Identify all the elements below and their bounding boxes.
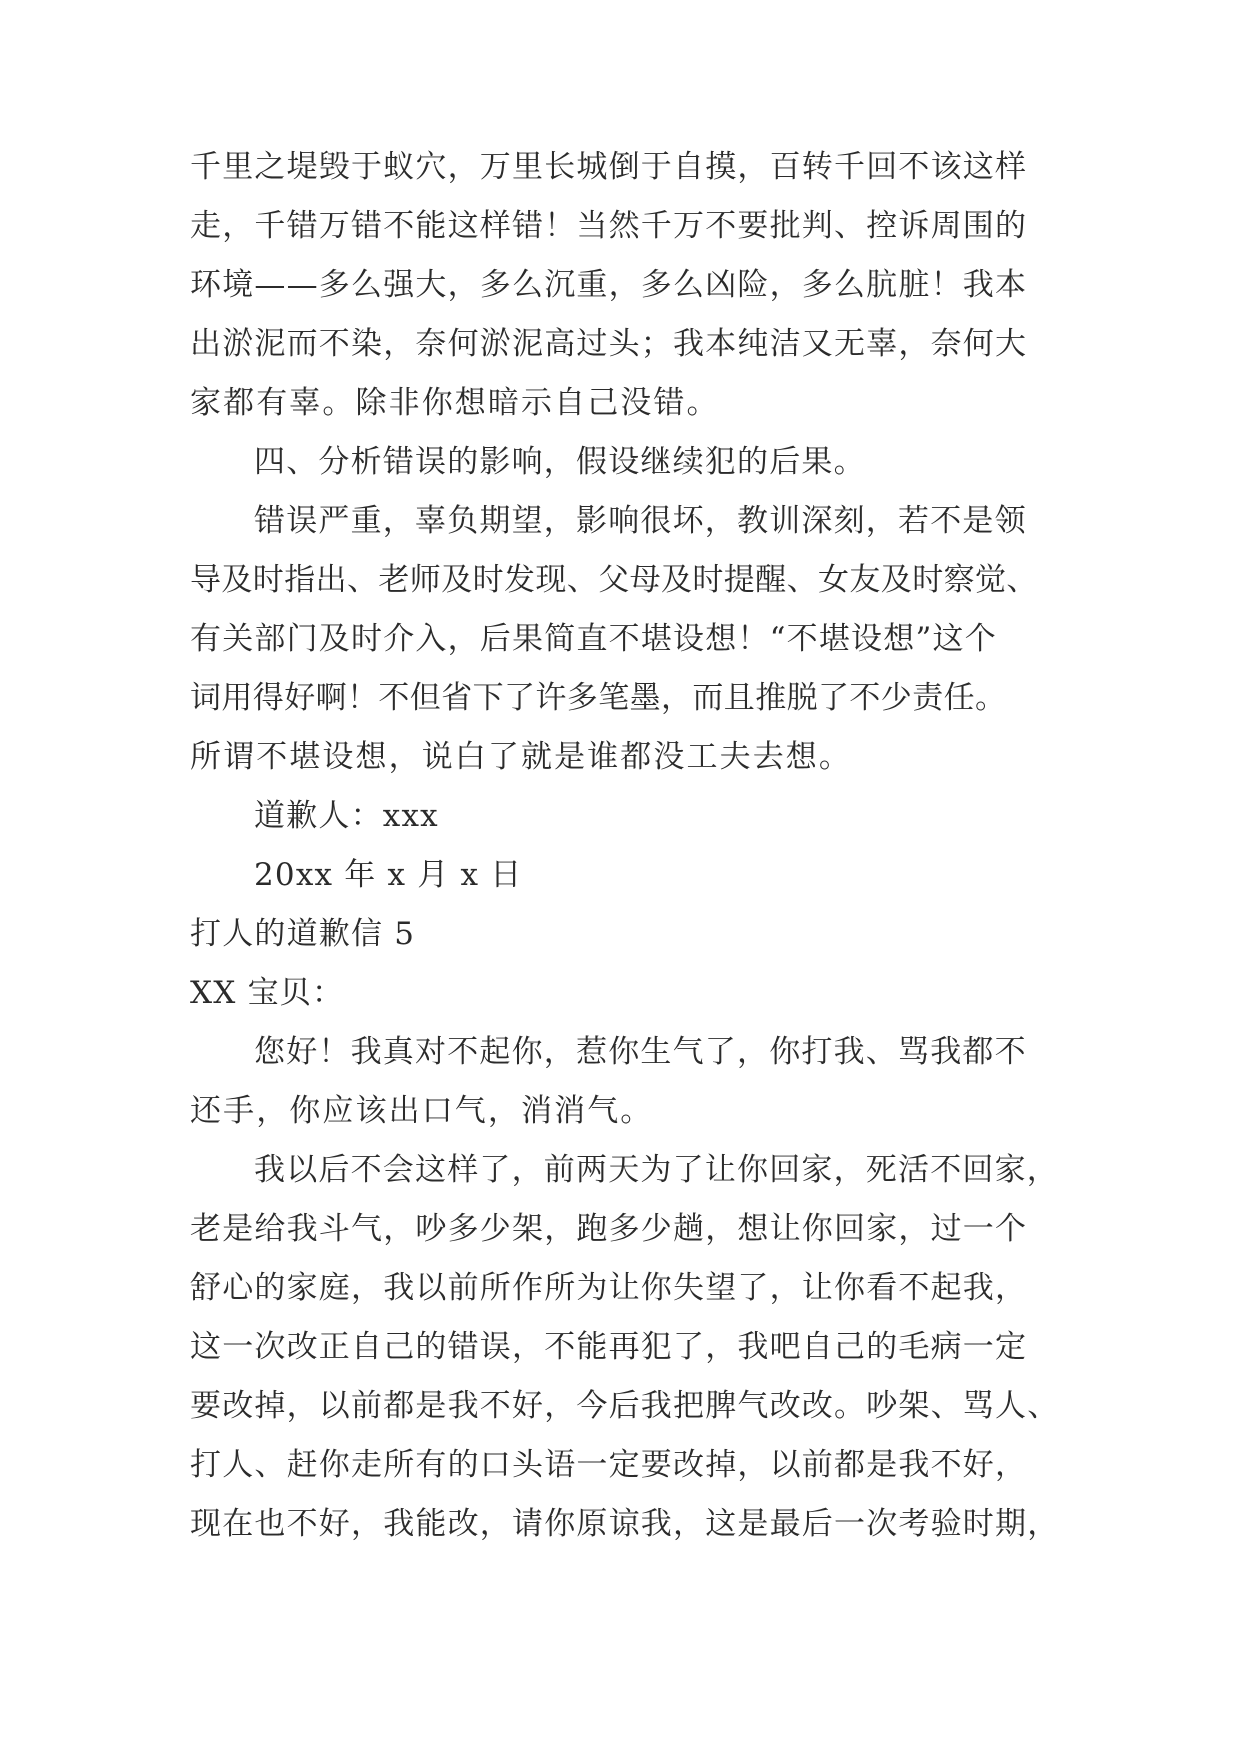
body-text-line: 打人、赶你走所有的口头语一定要改掉，以前都是我不好，	[190, 1447, 1028, 1483]
body-text-line: 出淤泥而不染，奈何淤泥高过头；我本纯洁又无辜，奈何大	[190, 326, 1028, 362]
body-text-line: 所谓不堪设想，说白了就是谁都没工夫去想。	[190, 739, 852, 775]
body-text-line: 我以后不会这样了，前两天为了让你回家，死活不回家，	[254, 1152, 1059, 1188]
body-text-line: 要改掉，以前都是我不好，今后我把脾气改改。吵架、骂人、	[190, 1388, 1060, 1424]
body-text-line: 还手，你应该出口气，消消气。	[190, 1093, 654, 1129]
body-text-line: 有关部门及时介入，后果简直不堪设想！“不堪设想”这个	[190, 621, 997, 657]
body-text-line: 这一次改正自己的错误，不能再犯了，我吧自己的毛病一定	[190, 1329, 1028, 1365]
body-text-line: 现在也不好，我能改，请你原谅我，这是最后一次考验时期，	[190, 1506, 1060, 1542]
body-text-line: 家都有辜。除非你想暗示自己没错。	[190, 385, 720, 421]
body-text-line: 错误严重，辜负期望，影响很坏，教训深刻，若不是领	[254, 503, 1027, 539]
salutation: XX 宝贝：	[190, 975, 345, 1011]
body-text-line: 千里之堤毁于蚁穴，万里长城倒于自摸，百转千回不该这样	[190, 149, 1028, 185]
body-text-line: 词用得好啊！不但省下了许多笔墨，而且推脱了不少责任。	[190, 680, 1007, 716]
signature-apologizer: 道歉人：xxx	[254, 798, 439, 834]
body-text-line: 老是给我斗气，吵多少架，跑多少趟，想让你回家，过一个	[190, 1211, 1028, 1247]
body-text-line: 走，千错万错不能这样错！当然千万不要批判、控诉周围的	[190, 208, 1028, 244]
section-heading: 四、分析错误的影响，假设继续犯的后果。	[254, 444, 866, 480]
body-text-line: 环境——多么强大，多么沉重，多么凶险，多么肮脏！我本	[190, 267, 1028, 303]
body-text-line: 舒心的家庭，我以前所作所为让你失望了，让你看不起我，	[190, 1270, 1028, 1306]
body-text-line: 您好！我真对不起你，惹你生气了，你打我、骂我都不	[254, 1034, 1027, 1070]
letter-title: 打人的道歉信 5	[190, 916, 416, 952]
body-text-line: 导及时指出、老师及时发现、父母及时提醒、女友及时察觉、	[190, 562, 1038, 598]
signature-date: 20xx 年 x 月 x 日	[254, 857, 523, 893]
